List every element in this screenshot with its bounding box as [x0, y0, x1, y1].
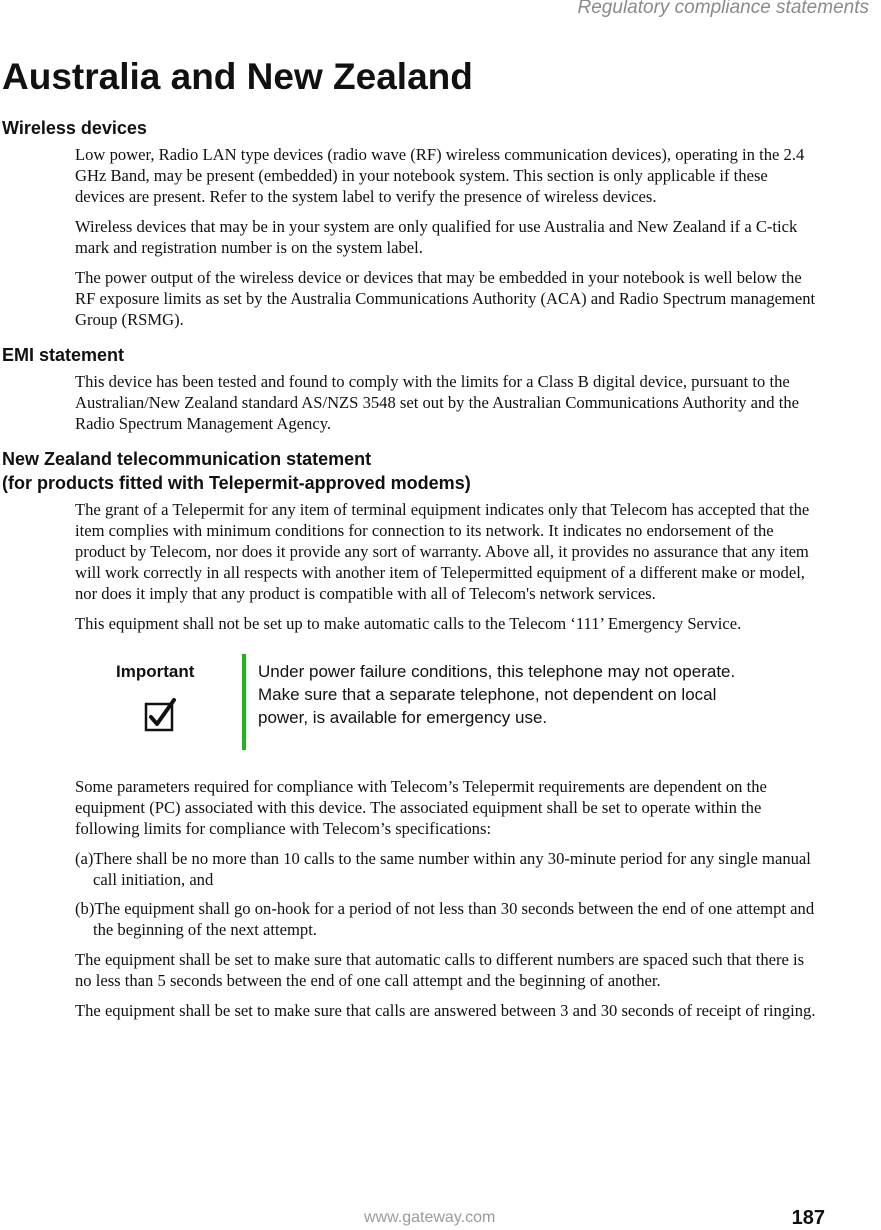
nz-telecom-paragraph-1: The grant of a Telepermit for any item of terminal equipment indicates only that Telecom has accepted that the item complies with minimum conditions for connection to its network. It indicates no endorsement of the product by Telecom, nor does it provide any sort of warranty. Above all, it provides no assurance that any item will work correctly in all respects with another item of Telepermitted equipment of a different make or model, nor does it imply that any product is compatible with all of Telecom's network services.	[75, 500, 810, 603]
wireless-paragraph-1: Low power, Radio LAN type devices (radio wave (RF) wireless communication devices), operating in the 2.4 GHz Band, may be present (embedded) in your notebook system. This section is only applicable if these devices are present. Refer to the system label to verify the presence of wireless devices.	[75, 145, 805, 206]
wireless-paragraph-2: Wireless devices that may be in your system are only qualified for use Australia and New Zealand if a C-tick mark and registration number is on the system label.	[75, 217, 798, 257]
important-note	[0, 654, 881, 750]
wireless-paragraph-3: The power output of the wireless device or devices that may be embedded in your notebook is well below the RF exposure limits as set by the Australia Communications Authority (ACA) and Radio Spectrum management Group (RSMG).	[75, 268, 816, 329]
nz-telecom-paragraph-5: The equipment shall be set to make sure that calls are answered between 3 and 30 seconds of receipt of ringing.	[75, 1001, 816, 1020]
nz-telecom-paragraph-3: Some parameters required for compliance with Telecom’s Telepermit requirements are dependent on the equipment (PC) associated with this device. The associated equipment shall be set to operate within the following limits for compliance with Telecom’s specifications:	[75, 777, 767, 838]
note-accent-bar	[242, 654, 246, 750]
limits-list	[75, 848, 820, 940]
emi-paragraph-1: This device has been tested and found to comply with the limits for a Class B digital device, pursuant to the Australian/New Zealand standard AS/NZS 3548 set out by the Australian Communications Authority and the Radio Spectrum Management Agency.	[75, 372, 800, 433]
list-item: (a)There shall be no more than 10 calls to the same number within any 30-minute period for any single manual call initiation, and	[75, 849, 811, 889]
nz-telecom-paragraph-4: The equipment shall be set to make sure that automatic calls to different numbers are spaced such that there is no less than 5 seconds between the end of one call attempt and the beginning of another.	[75, 950, 805, 990]
section-heading-nz-telecom	[2, 447, 881, 495]
running-head: Regulatory compliance statements	[577, 0, 869, 18]
important-label: Important	[116, 662, 195, 681]
page-number: 187	[791, 1207, 825, 1229]
nz-telecom-heading-line2: (for products fitted with Telepermit-approved modems)	[2, 473, 471, 493]
section-heading-emi: EMI statement	[2, 345, 125, 365]
nz-telecom-paragraph-2: This equipment shall not be set up to make automatic calls to the Telecom ‘111’ Emergency Service.	[75, 614, 742, 633]
nz-telecom-heading-line1: New Zealand telecommunication statement	[2, 449, 372, 469]
page-title: Australia and New Zealand	[2, 56, 473, 97]
important-note-text: Under power failure conditions, this telephone may not operate. Make sure that a separate telephone, not dependent on local power, is available for emergency use.	[258, 662, 736, 727]
page-content	[0, 116, 881, 1030]
list-item: (b)The equipment shall go on-hook for a period of not less than 30 seconds between the end of one attempt and the beginning of the next attempt.	[75, 899, 815, 939]
checkmark-icon	[144, 698, 178, 732]
footer-url: www.gateway.com	[364, 1209, 496, 1226]
section-heading-wireless: Wireless devices	[2, 118, 147, 138]
